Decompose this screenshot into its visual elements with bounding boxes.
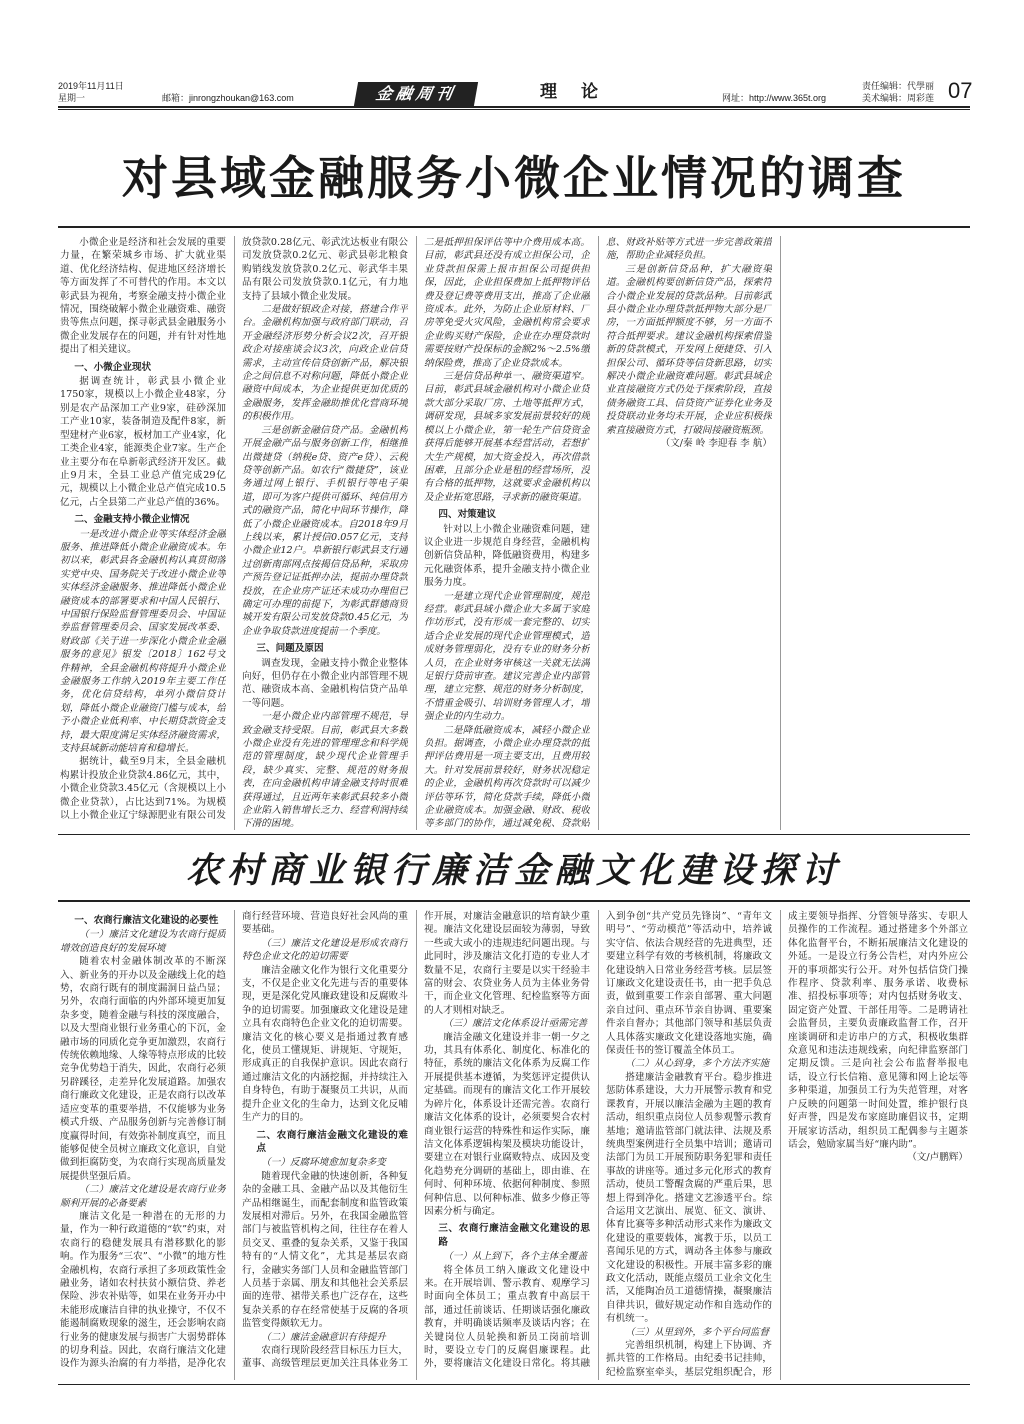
article1-column [424, 236, 590, 830]
paragraph: 息、财政补贴等方式进一步完善政策措施，帮助企业减轻负担。 [606, 237, 772, 262]
article2-column [788, 910, 968, 1380]
paragraph: 廉洁金融文化建设并非一朝一夕之功，其具有体系化、制度化、标准化的特征，系统的廉洁文化体系为反腐工作开展提供基本遵循，为奖惩评定提供认定基础。而现有的廉洁文化工作开展较为碎片化，体系设计还需完善。农商行廉洁文化体系的设计，必须要契合农村商业银行运营的特殊性和运作实际，廉洁文化体系逻辑构架及模块功能设计，要建立在对银行业腐败特点、成因及变化趋势充分调研的基础上，即由谁、在何时、何种环境、依据何种制度、参照何种信息、以何种标准、做多少修正等因素分析与确定。 [424, 1031, 590, 1217]
paragraph: （三）廉洁文化建设是形成农商行特色企业文化的迫切需要 [242, 937, 408, 963]
paragraph: 调查发现，金融支持小微企业整体向好，但仍存在小微企业内部管理不规范、融资成本高、金融机构信贷产品单一等问题。 [242, 657, 408, 709]
section-heading: 三、问题及原因 [256, 643, 324, 655]
issue-weekday: 星期一 [58, 93, 86, 103]
column-divider [780, 910, 781, 1380]
website: 网址：http://www.365t.org [722, 93, 827, 103]
paragraph: （二）廉洁文化建设是农商行业务顺利开展的必备要素 [60, 1184, 226, 1209]
byline: （文/卢鹏辉） [907, 1152, 968, 1164]
article1-column [788, 236, 968, 830]
column-divider [234, 910, 235, 1380]
paragraph: 三是创新信贷品种，扩大融资渠道。金融机构要创新信贷产品，探索符合小微企业发展的贷款品种。目前彰武县小微企业办理贷款抵押物大部分是厂房，一方面抵押额度不够，另一方面不符合抵押要求。建议金融机构探索借鉴新的贷款模式，开发网上便捷贷、引入担保公司、循环贷等信贷新思路，切实解决小微企业融资难问题。彰武县域企业直接融资方式仍处于探索阶段，直接债务融资工具、信贷资产证券化业务及投贷联动业务均未开展，企业应积极探索直接融资方式，打破间接融资瓶颈。 [606, 263, 772, 436]
column-divider [234, 236, 235, 830]
responsible-editor: 责任编辑：代學丽 [862, 81, 935, 91]
article2-column [606, 910, 772, 1380]
email: 邮箱：jinrongzhoukan@163.com [162, 93, 294, 103]
paragraph: 作开展，对廉洁金融意识的培育缺少重视。廉洁文化建设层面较为薄弱，导致一些或大或小的违规违纪问题出现。与此同时，涉及廉洁文化打造的专业人才数量不足，农商行主要是以实干经验丰富的财会、农贷业务人员为主体业务骨干，而企业文化管理、纪检监察等方面的人才则相对缺乏。 [424, 911, 590, 1016]
paragraph: 商行经营环境、营造良好社会风尚的重要基础。 [242, 911, 408, 936]
section-heading: 四、对策建议 [438, 509, 496, 521]
paragraph: 将全体员工纳入廉政文化建设中来。在开展培训、警示教育、观摩学习时面向全体员工；重点教育中高层干部，通过任前谈话、任期谈话强化廉政教育，并明确谈话频率及谈话内容；在关键岗位人员轮换和新员工岗前培训时，要设立专门的反腐倡廉课程。此外，要将廉洁文化建设日常化。将其融 [424, 1264, 590, 1370]
paragraph: 二是降低融资成本，减轻小微企业负担。据调查，小微企业办理贷款的抵押评估费用是一项主要支出，且费用较大。针对发展前景较好，财务状况稳定的企业，金融机构再次贷款时可以减少评估等环节，简化贷款手续，降低小微企业融资成本。加强金融、财政、税收等多部门的协作，通过减免税、贷款贴 [424, 724, 590, 830]
paragraph: （三）廉洁文化体系设计亟需完善 [443, 1018, 588, 1030]
paragraph: 二是抵押担保评估等中介费用成本高。目前，彰武县还没有成立担保公司，企业贷款担保需上报市担保公司提供担保，因此，企业担保费加上抵押物评估费及登记费等费用支出，推高了企业融资成本。此外，为防止企业原材料、厂房等免受火灾风险，金融机构常会要求企业购买财产保险，企业在办理贷款时需要按财产投保标的金额2%～2.5%缴纳保险费，推高了企业贷款成本。 [424, 237, 590, 369]
article1-column [242, 236, 408, 830]
paragraph: （二）从心到身，多个方法齐实施 [625, 1058, 770, 1070]
article1-column [60, 236, 226, 830]
section-name: 理论 [540, 82, 622, 102]
header-rule [58, 106, 970, 108]
paragraph: （三）从里到外，多个平台同监督 [625, 1326, 770, 1338]
article2-title-rule [58, 900, 970, 902]
byline: （文/秦 岭 李迎春 李 航） [660, 438, 772, 450]
footer-rule [58, 1384, 970, 1385]
article1-title-rule [58, 226, 970, 228]
paragraph: 搭建廉洁金融教育平台。稳步推进惩防体系建设，大力开展警示教育和党课教育，开展以廉洁金融为主题的教育活动，组织重点岗位人员参观警示教育基地；邀请监管部门就法律、法规及系统典型案例进行全员集中培训；邀请司法部门为员工开展预防职务犯罪和责任事故的讲座等。通过多元化形式的教育活动，使员工警醒贪腐的严重后果，思想上得到净化。搭建文艺渗透平台。综合运用文艺演出、展览、征文、演讲、体育比赛等多种活动形式来作为廉政文化建设的重要载体，寓教于乐，以员工喜闻乐见的方式，调动各主体参与廉政文化建设的积极性。开展丰富多彩的廉政文化活动，既能点缀员工业余文化生活，又能陶冶员工道德情操，凝聚廉洁自律共识，做好规定动作和自选动作的有机统一。 [606, 1071, 772, 1325]
article2-column [60, 910, 226, 1380]
paragraph: 二是做好银政企对接，搭建合作平台。金融机构加强与政府部门联动，召开金融经济形势分析会议2次，召开银政企对接座谈会议3次，向政企业信贷需求，主动宣传信贷创新产品，解决银企之间信息不对称问题，降低小微企业融资中间成本，为企业提供更加优质的金融服务，发挥金融助推优化营商环境的积极作用。 [242, 304, 408, 423]
column-divider [416, 236, 417, 830]
page-number: 07 [948, 78, 973, 103]
paragraph: （一）廉洁文化建设为农商行提质增效创造良好的发展环境 [60, 929, 226, 954]
column-divider [598, 236, 599, 830]
paragraph: 入到争创“共产党员先锋岗”、“青年文明号”、“劳动模范”等活动中，培养诚实守信、依法合规经营的先进典型，还要建立科学有效的考核机制，将廉政文化建设纳入日常业务经营考核。层层签订廉政文化建设责任书，由一把手负总责，做到重要工作亲自部署、重大问题亲自过问、重点环节亲自协调、重要案件亲自督办；其他部门领导和基层负责人具体落实廉政文化建设落地实施，确保责任书的签订覆盖全体员工。 [606, 911, 772, 1057]
section-heading: 一、小微企业现状 [74, 361, 152, 373]
column-divider [780, 236, 781, 830]
paragraph: （一）反腐环境愈加复杂多变 [261, 1157, 386, 1169]
article2-column [242, 910, 408, 1380]
art-editor: 美术编辑：周彩莲 [862, 93, 935, 103]
article2-title: 农村商业银行廉洁金融文化建设探讨 [185, 851, 842, 891]
paragraph: 三是创新金融信贷产品。金融机构开展金融产品与服务创新工作，相继推出微捷贷（纳税e贷、资产e贷）、云税贷等创新产品。如农行“微捷贷”，该业务通过网上银行、手机银行等电子渠道，即可为客户提供可循环、纯信用方式的融资产品，简化中间环节操作，降低了小微企业融资成本。自2018年9月上线以来，累计授信0.057亿元，支持小微企业12户。阜新银行彰武县支行通过创新南部网点按揭信贷品种，采取房产预告登记证抵押办法，提前办理贷款投放，在企业房产证还未成功办理但已确定可办理的前提下，为彰武群德商贸城开发有限公司发放贷款0.45亿元，为企业争取贷款进度提前一个季度。 [242, 424, 408, 637]
section-heading: 二、金融支持小微企业情况 [74, 514, 190, 526]
section-heading: 一、农商行廉洁文化建设的必要性 [74, 915, 219, 926]
article1-column [606, 236, 772, 830]
section-heading: 二、农商行廉洁金融文化建设的难点 [256, 1129, 408, 1154]
paragraph: 完善组织机制，构建上下协调、齐抓共管的工作格局。由纪委书记挂帅，纪检监察室牵头，基层党组织配合，形 [606, 1340, 772, 1378]
paragraph: 一是小微企业内部管理不规范，导致金融支持受限。目前，彰武县大多数小微企业没有先进的管理理念和科学规范的管理制度，缺少现代企业管理手段，缺少真实、完整、规范的财务报表，在向金融机构申请金融支持时很难获得通过，且近两年来彰武县较多小微企业陷入销售增长乏力、经营利润持续下滑的困境。 [242, 711, 408, 830]
header-rule-thin [58, 109, 970, 110]
column-divider [598, 910, 599, 1380]
article2-column [424, 910, 590, 1380]
masthead-banner: 金融周刊 [354, 82, 478, 106]
paragraph: 据统计，截至9月末，全县金融机构累计投放企业贷款4.86亿元，其中，小微企业贷款3.45亿元（含规模以上小微企业贷款），占比达到71%。为规模以上小微企业辽宁绿源肥业有限公司发 [60, 756, 226, 822]
paragraph: 三是信贷品种单一、融资渠道窄。目前，彰武县域金融机构对小微企业贷款大部分采取厂房、土地等抵押方式，调研发现，县域多家发展前景较好的规模以上小微企业，第一轮生产信贷资金获得后能够开展基本经营活动，若想扩大生产规模，加大资金投入，再次借款困难，且部分企业是租的经营场所，没有合格的抵押物，这就要求金融机构以及企业拓宽思路，寻求新的融资渠道。 [424, 371, 590, 503]
paragraph: 随着现代金融的快速创新，各种复杂的金融工具、金融产品以及其他衍生产品相继诞生，而配套制度和监管政策发展相对滞后。另外，在我国金融监管部门与被监管机构之间，往往存在着人员交叉、重叠的复杂关系，又鉴于我国特有的“人情文化”，尤其是基层农商行，金融实务部门人员和金融监管部门人员基于亲属、朋友和其他社会关系层面的连带、裙带关系也广泛存在，这些复杂关系的存在经常使基于反腐的各项监管变得颇软无力。 [242, 1170, 408, 1330]
paragraph: （一）从上到下，各个主体全覆盖 [443, 1251, 588, 1263]
paragraph: 成主要领导指挥、分管领导落实、专职人员操作的工作流程。通过搭建多个外部立体化监督平台，不断拓展廉洁文化建设的外延。一是设立行务公告栏，对内外应公开的事项都实行公开。对外包括信贷门操作程序、贷款利率、服务承诺、收费标准、招投标事项等；对内包括财务收支、固定资产处置、干部任用等。二是聘请社会监督员，主要负责廉政监督工作，召开座谈调研和走访串户的方式，积极收集群众意见和违法违规线索，向纪律监察部门定期反馈。三是向社会公布监督举报电话，设立行长信箱、意见簿和网上论坛等多种渠道，加强员工行为失范管理，对客户反映的问题第一时间处置，维护银行良好声誉，四是发布家庭助廉倡议书，定期开展家访活动，组织员工配偶参与主题茶话会，勉励家属当好“廉内助”。 [788, 911, 968, 1150]
paragraph: 一是建立现代企业管理制度，规范经营。彰武县域小微企业大多属于家庭作坊形式，没有形成一套完整的、切实适合企业发展的现代企业管理模式，造成财务管理弱化，没有专业的财务分析人员，在企业财务审核这一关就无法满足银行贷前审查。建议完善企业内部管理，建立完整、规范的财务分析制度，不惜重金吸引、培训财务管理人才，增强企业的内生动力。 [424, 590, 590, 723]
issue-date: 2019年11月11日 [58, 81, 124, 91]
paragraph: 廉洁文化是一种潜在的无形的力量，作为一种行政道德的“软”约束，对农商行的稳健发展具有潜移默化的影响。作为服务“三农”、“小微”的地方性金融机构，农商行承担了多项政策性金融业务，诸如农村扶贫小额信贷、养老保险、涉农补贴等，如果在业务开办中未能形成廉洁自律的执业操守，不仅不能遏制腐败现象的滋生，还会影响农商行业务的健康发展与损害广大弱势群体的切身利益。因此，农商行廉洁文化建设作为源头治腐的有力举措，是净化农 [60, 1210, 226, 1370]
paragraph: 针对以上小微企业融资难问题，建议企业进一步规范自身经营，金融机构创新信贷品种，降低融资费用，构建多元化融资体系，提升金融支持小微企业服务力度。 [424, 523, 590, 589]
paragraph: 随着农村金融体制改革的不断深入、新业务的开办以及金融线上化的趋势，农商行既有的制度漏洞日益凸显；另外，农商行面临的内外部环境更加复杂多变，随着金融与科技的深度融合，以及大型商业银行业务重心的下沉，金融市场的同质化竞争更加激烈，农商行传统依赖地缘、人缘等特点形成的比较竞争优势趋于消失，因此，农商行必须另辟蹊径，走差异化发展道路。加强农商行廉政文化建设，正是农商行以改革适应变革的重要举措，不仅能够为业务模式升级、产品服务创新与完善修订制度赢得时间，有效弥补制度真空，而且能够促使全员树立廉政文化意识，自觉做到拒腐防变，为农商行实现高质量发展提供坚强后盾。 [60, 956, 226, 1182]
column-divider [416, 910, 417, 1380]
paragraph: 据调查统计，彰武县小微企业1750家，规模以上小微企业48家，分别是农产品深加工产业9家，硅砂深加工产业10家，装备制造及配件8家，新型建材产业6家，板材加工产业4家，化工类企业4家，能源类企业7家。生产企业主要分布在阜新彰武经济开发区。截止9月末，全县工业总产值完成29亿元，规模以上小微企业总产值完成10.5亿元，占全县第二产业总产值的36%。 [60, 376, 226, 508]
paragraph: 农商行现阶段经营目标压力巨大，董事、高级管理层更加关注具体业务工 [242, 1345, 408, 1370]
section-heading: 三、农商行廉洁金融文化建设的思路 [438, 1223, 590, 1248]
paragraph: 放贷款0.28亿元、彰武沈达板业有限公司发放贷款0.2亿元、彰武县彰北粮食购销线发放贷款0.2亿元、彰武华丰果品有限公司发放贷款0.1亿元，有力地支持了县域小微企业发展。 [242, 237, 408, 302]
paragraph: 廉洁金融文化作为银行文化重要分支，不仅是企业文化先进与否的重要体现，更是深化党风廉政建设和反腐败斗争的迫切需要。加强廉政文化建设是建立具有农商特色企业文化的迫切需要。廉洁文化的核心要义是指通过教育感化，使员工懂规矩、讲规矩、守规矩，形成真正的自我保护意识。因此农商行通过廉洁文化的内涵挖掘，并持续注入自身特色，有助于凝聚员工共识，从而提升企业文化的生命力，达到文化反哺生产力的目的。 [242, 964, 408, 1124]
article-separator [58, 834, 970, 835]
paragraph: 一是改进小微企业等实体经济金融服务、推进降低小微企业融资成本。年初以来，彰武县各金融机构认真贯彻落实党中央、国务院关于改进小微企业等实体经济金融服务、推进降低小微企业融资成本的部署要求和中国人民银行、中国银行保险监督管理委员会、中国证券监督管理委员会、国家发展改革委、财政部《关于进一步深化小微企业金融服务的意见》银发〔2018〕162号文件精神，全县金融机构将提升小微企业金融服务工作纳入2019年主要工作任务，优化信贷结构，单列小微信贷计划，降低小微企业融资门槛与成本，给予小微企业低利率、中长期贷款资金支持，最大限度满足实体经济融资需求，支持县域新动能培育和稳增长。 [60, 528, 226, 755]
paragraph: （二）廉洁金融意识有待提升 [261, 1331, 386, 1343]
paragraph: 小微企业是经济和社会发展的重要力量，在繁荣城乡市场、扩大就业渠道、优化经济结构、促进地区经济增长等方面发挥了不可替代的作用。本文以彰武县为视角，考察金融支持小微企业情况，围绕破解小微企业融资难、融资贵等焦点问题，探寻彰武县金融服务小微企业发展存在的问题，并有针对性地提出了相关建议。 [60, 237, 226, 356]
article1-title: 对县域金融服务小微企业情况的调查 [122, 151, 906, 205]
